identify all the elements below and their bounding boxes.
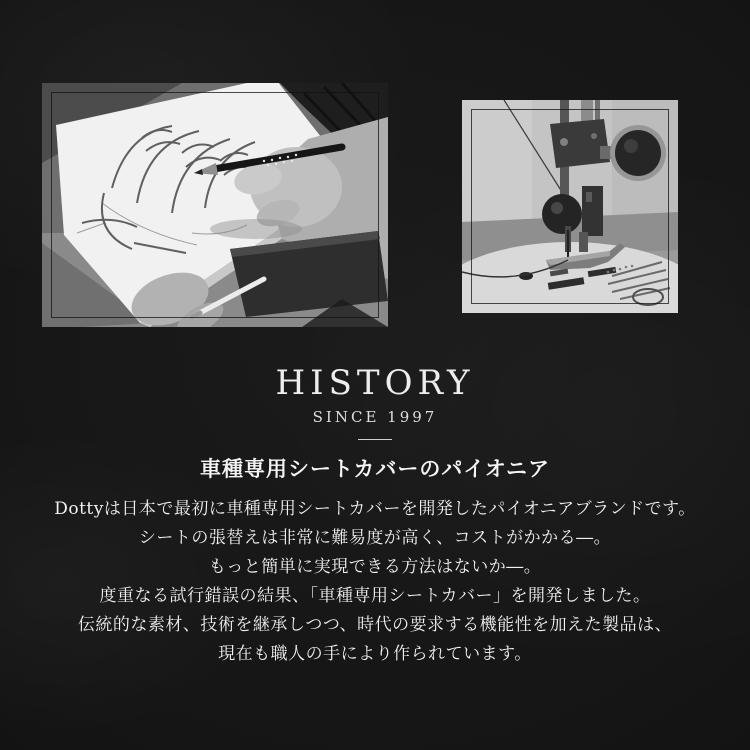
history-subtitle: SINCE 1997	[312, 408, 438, 426]
sewing-machine-photo	[462, 100, 678, 313]
history-heading: 車種専用シートカバーのパイオニア	[200, 456, 550, 481]
sketching-photo	[42, 83, 388, 327]
history-paragraph	[0, 495, 750, 669]
history-paragraph-line-6: 現在も職人の手により作られています。	[218, 644, 532, 664]
history-paragraph-line-4: 度重なる試行錯誤の結果、「車種専用シートカバー」を開発しました。	[99, 586, 651, 606]
history-section	[0, 363, 750, 669]
history-paragraph-line-5: 伝統的な素材、技術を継承しつつ、時代の要求する機能性を加えた製品は、	[77, 615, 673, 635]
history-paragraph-line-1: Dottyは日本で最初に車種専用シートカバーを開発したパイオニアブランドです。	[54, 499, 696, 519]
history-paragraph-line-2: シートの張替えは非常に難易度が高く、コストがかかる―。	[138, 528, 612, 548]
history-paragraph-line-3: もっと簡単に実現できる方法はないか―。	[208, 557, 542, 577]
sketching-photo-illustration	[42, 83, 388, 327]
divider-line	[358, 439, 392, 440]
sewing-machine-illustration	[462, 100, 678, 313]
history-title: HISTORY	[275, 363, 475, 403]
